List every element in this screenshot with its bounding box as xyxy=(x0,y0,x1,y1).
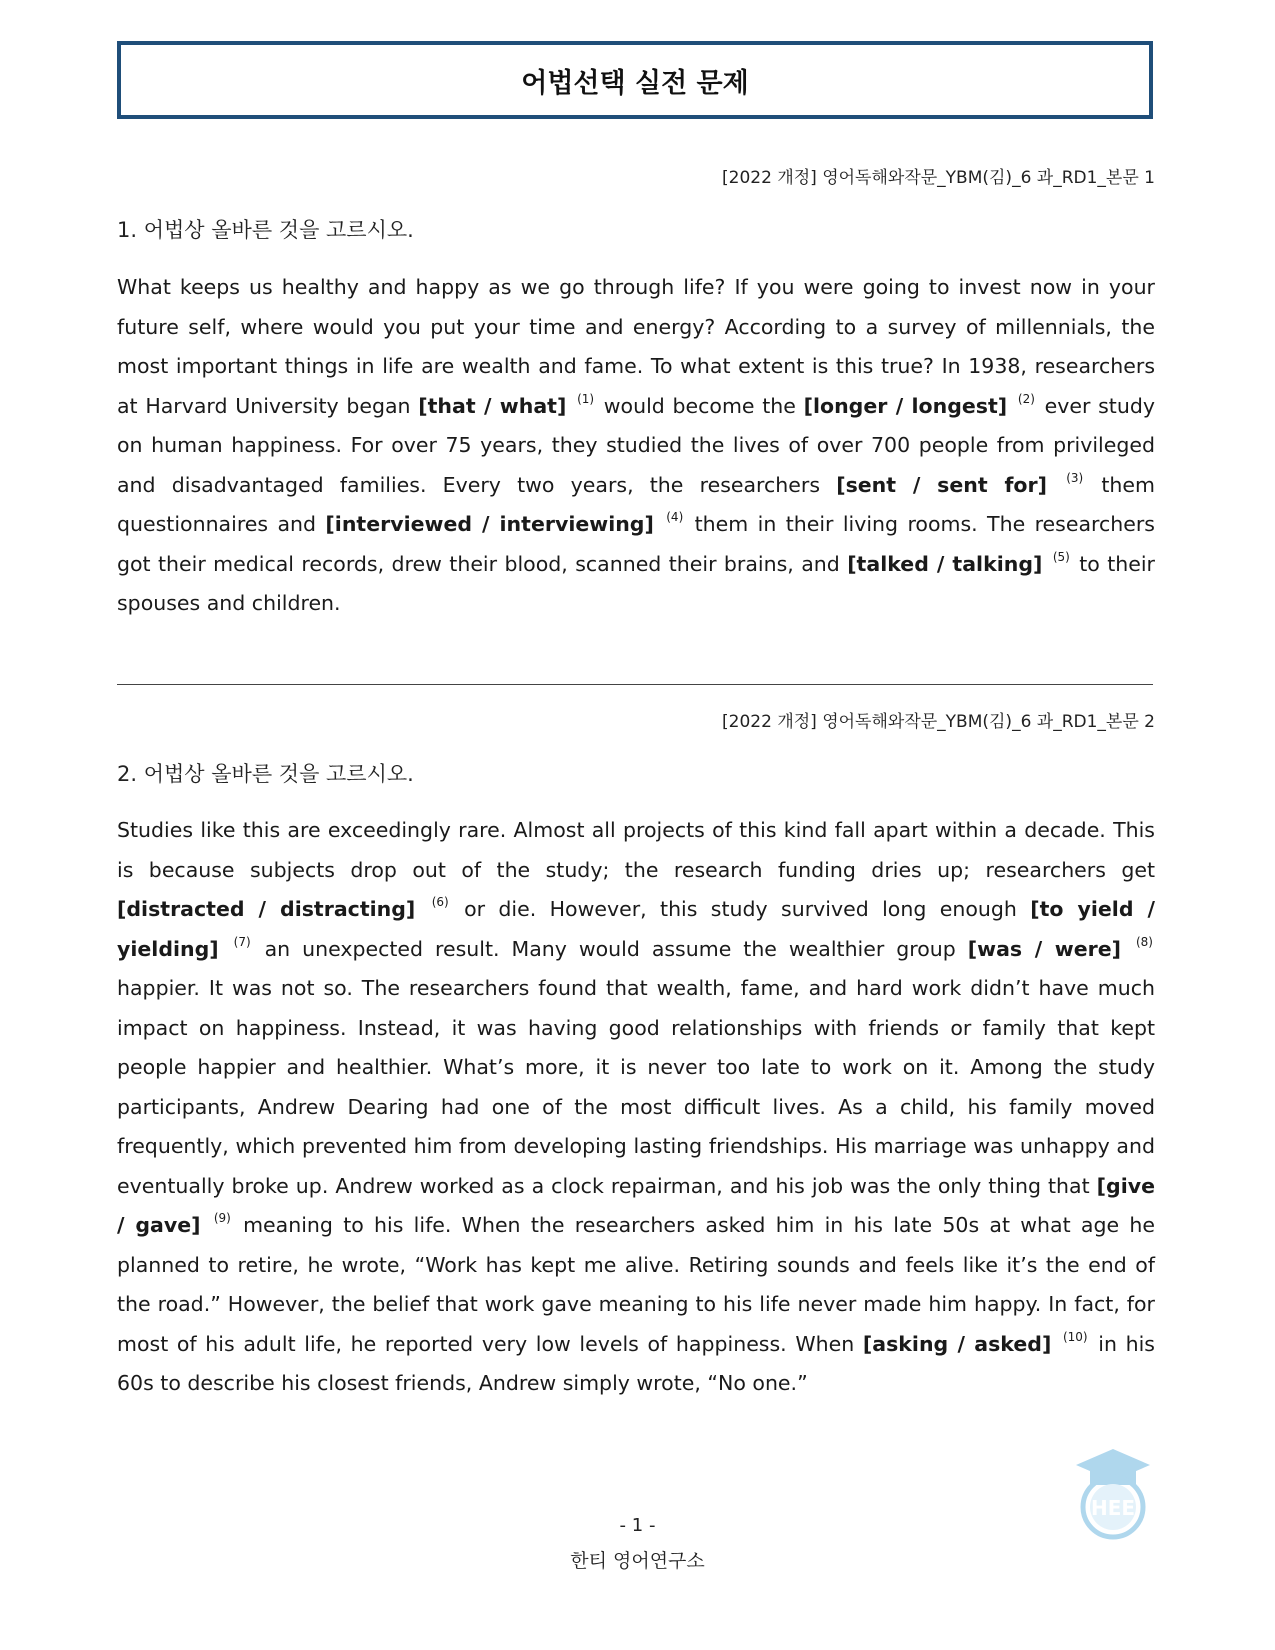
passage-text: Studies like this are exceedingly rare. Almost all projects of this kind fall apart within a decade. This is because subjects drop out of the study; the research funding dries up; researchers get xyxy=(117,818,1155,882)
passage-text: them questionnaires and xyxy=(117,472,1155,536)
passage-text: them in their living rooms. The researchers got their medical records, drew their blood, scanned their brains, and xyxy=(117,512,1155,576)
choice-number: (2) xyxy=(1017,391,1035,406)
passage-text: or die. However, this study survived long enough xyxy=(450,897,1031,921)
choice-number: (10) xyxy=(1062,1329,1088,1344)
passage-1 xyxy=(117,268,1155,624)
page-title: 어법선택 실전 문제 xyxy=(521,67,749,99)
grammar-choice: [distracted / distracting] xyxy=(117,897,416,921)
passage-2 xyxy=(117,811,1155,1404)
passage-text: meaning to his life. When the researchers asked him in his late 50s at what age he planned to retire, he wrote, “Work has kept me alive. Retiring sounds and feels like it’s the end of the road.” However, the belief that work gave meaning to his life never made him happy. In fact, for most of his adult life, he reported very low levels of happiness. When xyxy=(117,1213,1155,1356)
passage-text: happier. It was not so. The researchers found that wealth, fame, and hard work didn’t have much impact on happiness. Instead, it was having good relationships with friends or family that kept people happier and healthier. What’s more, it is never too late to work on it. Among the study participants, Andrew Dearing had one of the most difficult lives. As a child, his family moved frequently, which prevented him from developing lasting friendships. His marriage was unhappy and eventually broke up. Andrew worked as a clock repairman, and his job was the only thing that xyxy=(117,976,1155,1198)
choice-number: (7) xyxy=(233,934,251,949)
choice-number: (6) xyxy=(431,895,449,909)
question-2: 2. 어법상 올바른 것을 고르시오. xyxy=(117,762,414,786)
section-divider xyxy=(117,684,1153,685)
source-label-1: [2022 개정] 영어독해와작문_YBM(김)_6 과_RD1_본문 1 xyxy=(722,168,1155,188)
grammar-choice: [asking / asked] xyxy=(862,1331,1052,1356)
page-number: - 1 - xyxy=(619,1515,656,1536)
choice-number: (9) xyxy=(213,1211,231,1225)
source-label-2: [2022 개정] 영어독해와작문_YBM(김)_6 과_RD1_본문 2 xyxy=(722,712,1155,732)
choice-number: (1) xyxy=(577,391,595,406)
grammar-choice: [talked / talking] xyxy=(847,551,1043,576)
grammar-choice: [interviewed / interviewing] xyxy=(325,512,654,536)
grammar-choice: [sent / sent for] xyxy=(836,472,1047,497)
passage-text: ever study on human happiness. For over 75 years, they studied the lives of over 700 people from privileged and disadvantaged families. Every two years, the researchers xyxy=(117,393,1155,497)
grammar-choice: [to yield / yielding] xyxy=(117,897,1155,961)
grammar-choice: [longer / longest] xyxy=(803,393,1008,418)
choice-number: (3) xyxy=(1066,470,1084,485)
organization-name: 한티 영어연구소 xyxy=(570,1550,705,1572)
choice-number: (4) xyxy=(666,510,684,524)
passage-text: would become the xyxy=(596,393,804,418)
choice-number: (8) xyxy=(1135,934,1153,949)
question-1: 1. 어법상 올바른 것을 고르시오. xyxy=(117,218,414,242)
grammar-choice: [was / were] xyxy=(967,936,1121,961)
passage-text: What keeps us healthy and happy as we go through life? If you were going to invest now in your future self, where would you put your time and energy? According to a survey of millennials, the most important things in life are wealth and fame. To what extent is this true? In 1938, researchers at Harvard University began xyxy=(117,275,1155,418)
passage-text: in his 60s to describe his closest friends, Andrew simply wrote, “No one.” xyxy=(117,1331,1155,1395)
grammar-choice: [give / gave] xyxy=(117,1173,1155,1237)
choice-number: (5) xyxy=(1052,549,1070,564)
grammar-choice: [that / what] xyxy=(418,393,567,418)
title-box xyxy=(117,41,1153,119)
passage-text: to their spouses and children. xyxy=(117,551,1155,615)
passage-text: an unexpected result. Many would assume the wealthier group xyxy=(252,936,968,961)
svg-text:HEE: HEE xyxy=(1090,1496,1136,1520)
